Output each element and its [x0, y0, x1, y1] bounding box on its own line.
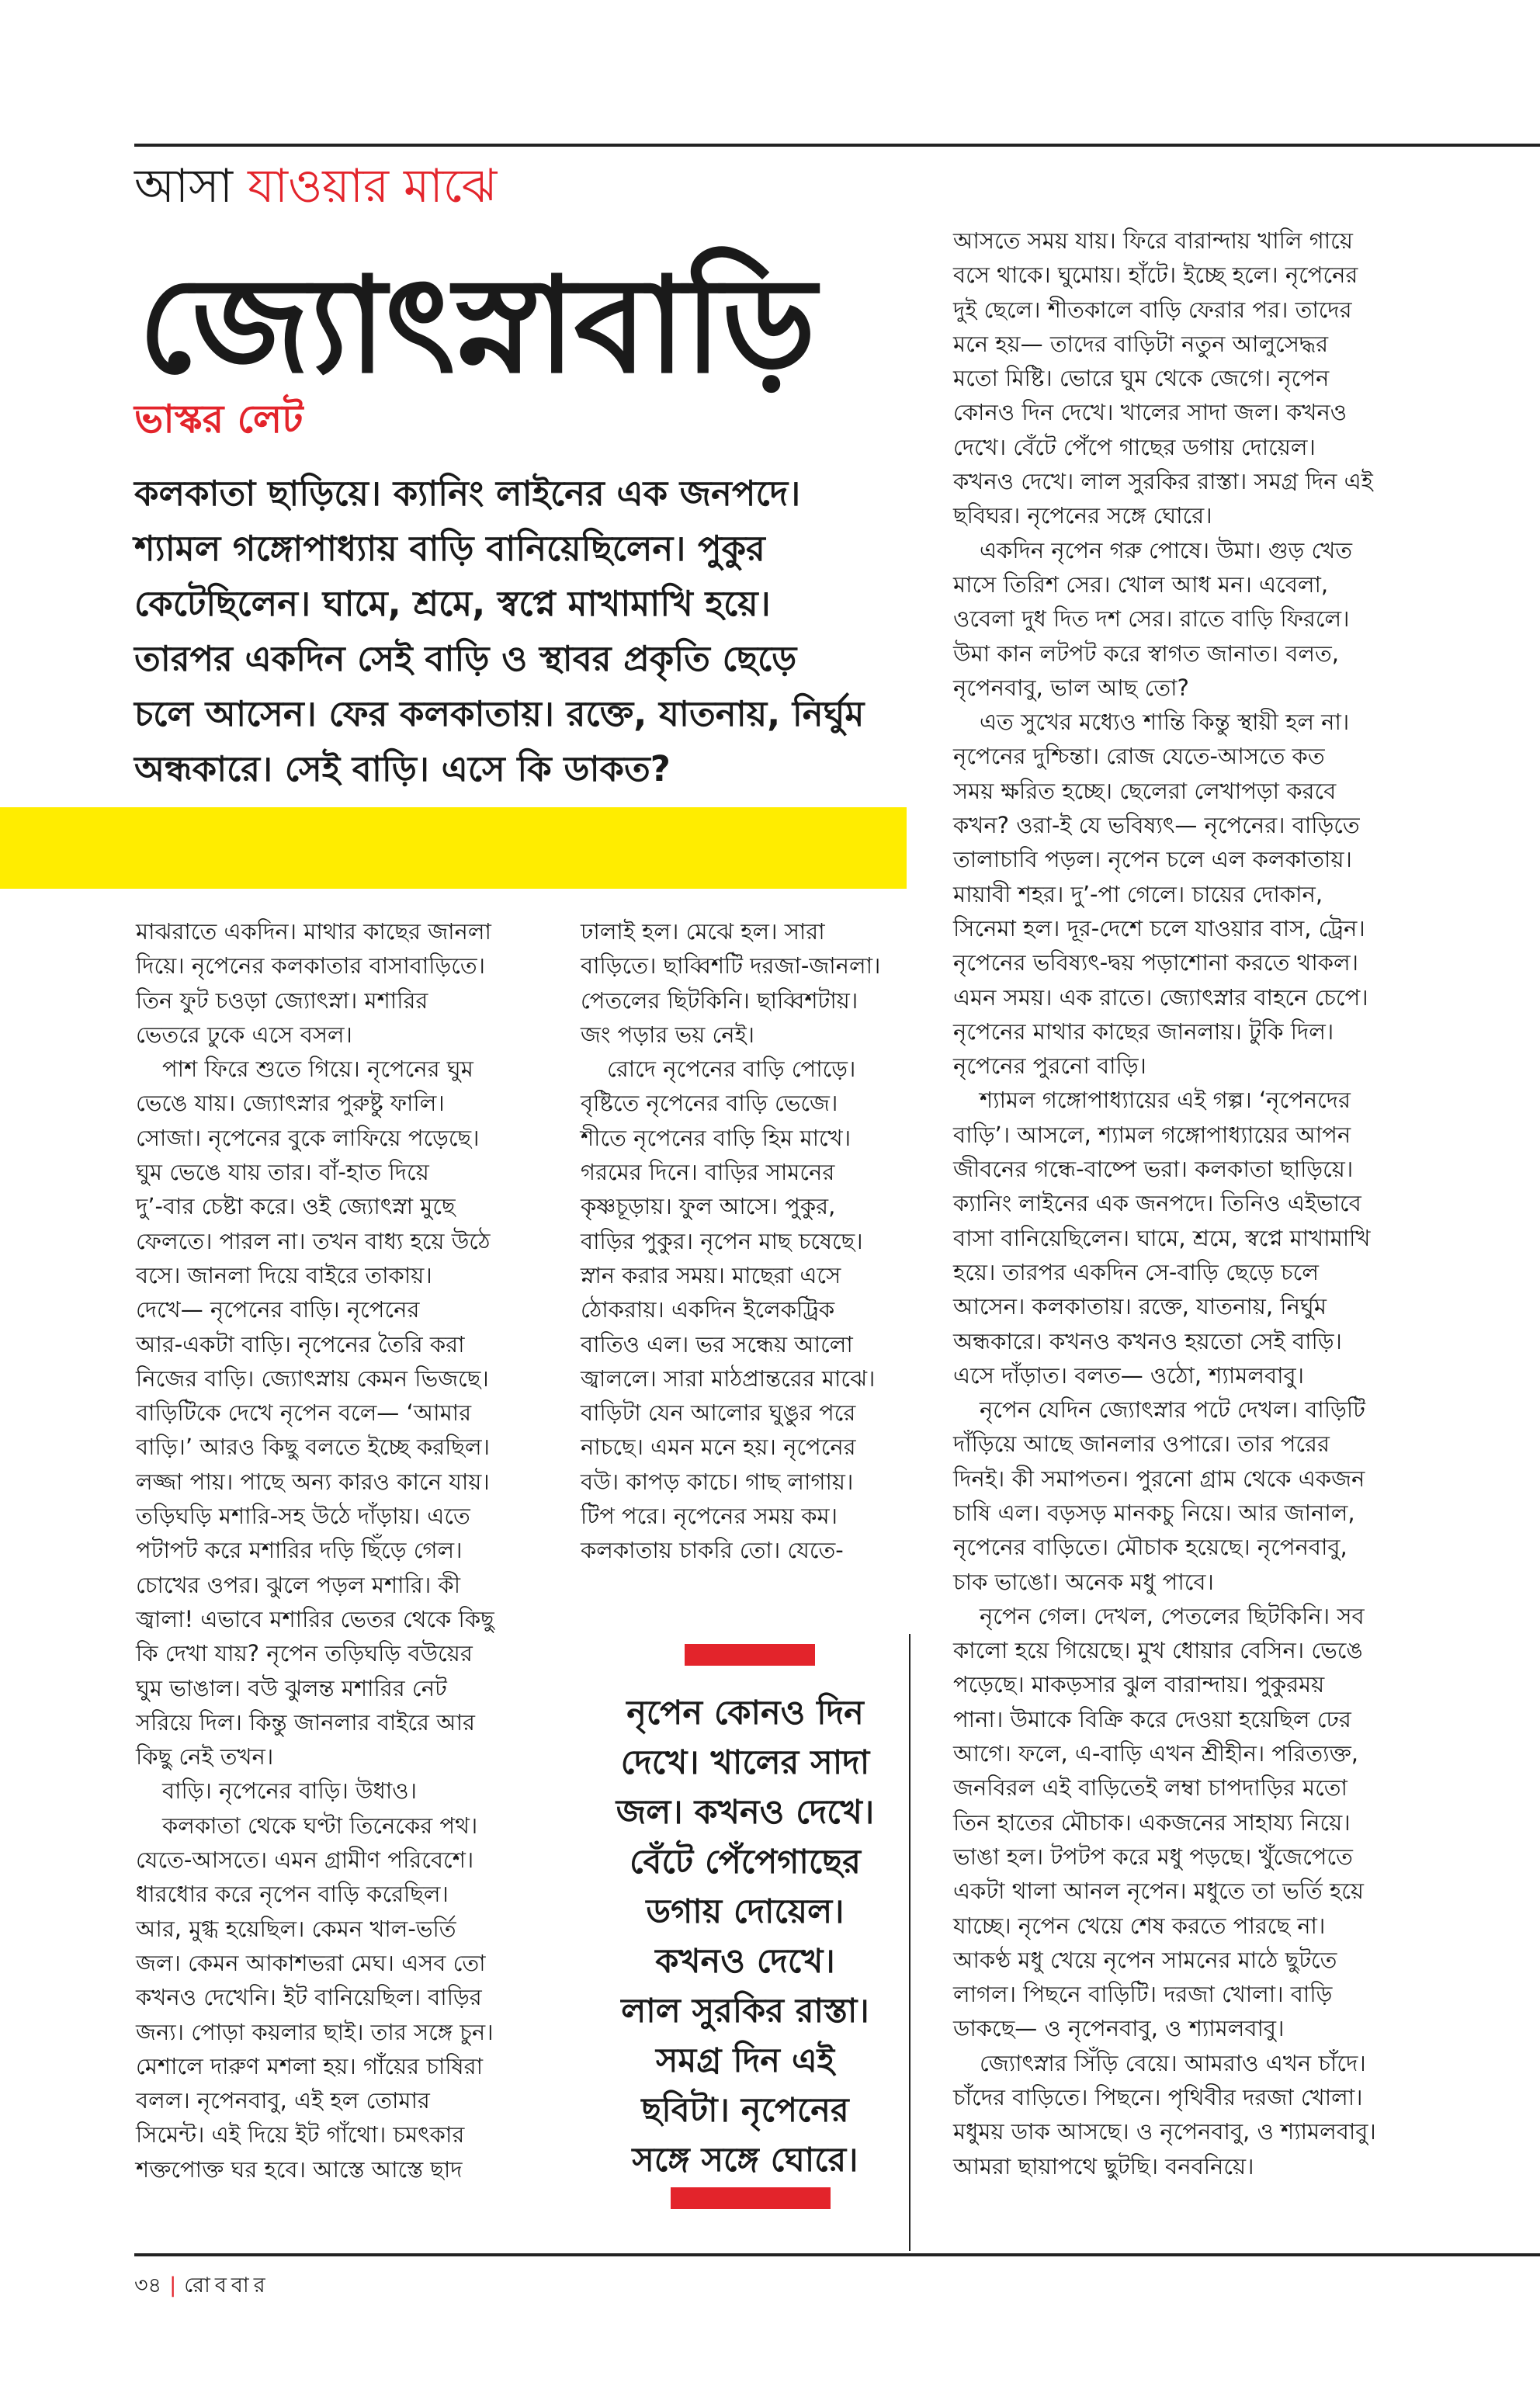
- body-column-left: [136, 914, 532, 2187]
- body-text-line: নৃপেনবাবু, ভাল আছ তো?: [953, 674, 1189, 701]
- body-text-line: ছবিঘর। নৃপেনের সঙ্গে ঘোরে।: [953, 502, 1212, 529]
- body-text-line: জীবনের গন্ধে-বাষ্পে ভরা। কলকাতা ছাড়িয়ে।: [953, 1156, 1354, 1183]
- body-text-line: দিনই। কী সমাপতন। পুরনো গ্রাম থেকে একজন: [953, 1465, 1365, 1492]
- body-text-line: লজ্জা পায়। পাছে অন্য কারও কানে যায়।: [136, 1468, 490, 1495]
- body-text-line: চাষি এল। বড়সড় মানকচু নিয়ে। আর জানাল,: [953, 1499, 1355, 1526]
- pull-quote-line: লাল সুরকির রাস্তা।: [621, 1992, 869, 2031]
- body-text-line: বসে। জানলা দিয়ে বাইরে তাকায়।: [136, 1261, 432, 1288]
- body-text-line: মেশালে দারুণ মশলা হয়। গাঁয়ের চাষিরা: [136, 2052, 484, 2079]
- body-text-line: ধারধোর করে নৃপেন বাড়ি করেছিল।: [136, 1881, 449, 1908]
- body-text-line: নাচছে। এমন মনে হয়। নৃপেনের: [581, 1434, 856, 1461]
- pull-quote-top-bar: [685, 1644, 815, 1666]
- body-text-line: মাসে তিরিশ সের। খোল আধ মন। এবেলা,: [953, 571, 1329, 598]
- article-title: জ্যোৎস্নাবাড়ি: [138, 249, 815, 403]
- body-text-line: যেতে-আসতে। এমন গ্রামীণ পরিবেশে।: [136, 1847, 474, 1874]
- body-text-line: বাড়ি। নৃপেনের বাড়ি। উধাও।: [162, 1777, 418, 1805]
- body-text-line: মনে হয়— তাদের বাড়িটা নতুন আলুসেদ্ধর: [953, 330, 1329, 357]
- body-text-line: বসে থাকে। ঘুমোয়। হাঁটে। ইচ্ছে হলে। নৃপেনের: [953, 262, 1358, 289]
- body-text-line: অন্ধকারে। কখনও কখনও হয়তো সেই বাড়ি।: [953, 1327, 1342, 1354]
- body-text-line: স্নান করার সময়। মাছেরা এসে: [581, 1261, 841, 1288]
- body-text-line: পটাপট করে মশারির দড়ি ছিঁড়ে গেল।: [136, 1537, 463, 1564]
- body-text-line: বাসা বানিয়েছিলেন। ঘামে, শ্রমে, স্বপ্নে মাখামাখি: [953, 1224, 1371, 1251]
- column-divider: [909, 1634, 910, 2251]
- body-text-line: আসেন। কলকাতায়। রক্তে, যাতনায়, নির্ঘুম: [953, 1293, 1327, 1320]
- body-text-line: শ্যামল গঙ্গোপাধ্যায়ের এই গল্প। ‘নৃপেনদের: [980, 1087, 1351, 1114]
- lead-line: চলে আসেন। ফের কলকাতায়। রক্তে, যাতনায়, নির্ঘুম: [134, 693, 865, 734]
- body-text-line: শীতে নৃপেনের বাড়ি হিম মাখে।: [581, 1124, 852, 1151]
- body-text-line: বৃষ্টিতে নৃপেনের বাড়ি ভেজে।: [581, 1090, 838, 1117]
- pull-quote-line: বেঁটে পেঁপেগাছের: [630, 1843, 861, 1881]
- page-number: ৩৪: [134, 2273, 162, 2298]
- body-text-line: জনবিরল এই বাড়িতেই লম্বা চাপদাড়ির মতো: [953, 1774, 1348, 1802]
- body-text-line: সময় ক্ষরিত হচ্ছে। ছেলেরা লেখাপড়া করবে: [953, 777, 1337, 804]
- body-text-line: ঘুম ভেঙে যায় তার। বাঁ-হাত দিয়ে: [136, 1159, 429, 1186]
- body-text-line: জল। কেমন আকাশভরা মেঘ। এসব তো: [136, 1949, 486, 1976]
- lead-line: অন্ধকারে। সেই বাড়ি। এসে কি ডাকত?: [134, 748, 671, 789]
- body-text-line: সরিয়ে দিল। কিন্তু জানলার বাইরে আর: [136, 1708, 475, 1736]
- body-text-line: পানা। উমাকে বিক্রি করে দেওয়া হয়েছিল ঢের: [953, 1705, 1351, 1732]
- pull-quote-line: সঙ্গে সঙ্গে ঘোরে।: [632, 2141, 858, 2180]
- body-text-line: হয়ে। তারপর একদিন সে-বাড়ি ছেড়ে চলে: [953, 1258, 1319, 1285]
- body-text-line: চাঁদের বাড়িতে। পিছনে। পৃথিবীর দরজা খোলা।: [953, 2084, 1363, 2111]
- body-text-line: কলকাতায় চাকরি তো। যেতে-: [581, 1537, 844, 1564]
- body-text-line: আর-একটা বাড়ি। নৃপেনের তৈরি করা: [136, 1330, 465, 1358]
- body-text-line: ভেতরে ঢুকে এসে বসল।: [136, 1021, 352, 1048]
- body-text-line: নৃপেনের বাড়িতে। মৌচাক হয়েছে। নৃপেনবাবু,: [953, 1534, 1348, 1561]
- pull-quote-line: জল। কখনও দেখে।: [616, 1793, 875, 1832]
- body-text-line: মায়াবী শহর। দু’-পা গেলে। চায়ের দোকান,: [953, 880, 1323, 907]
- page-footer: [134, 2270, 270, 2301]
- bottom-rule: [134, 2253, 1540, 2256]
- kicker-black: আসা: [134, 159, 234, 213]
- body-text-line: বউ। কাপড় কাচে। গাছ লাগায়।: [581, 1468, 854, 1495]
- footer-separator: |: [169, 2273, 177, 2298]
- pull-quote: [590, 1688, 900, 2185]
- body-text-line: কিছু নেই তখন।: [136, 1743, 274, 1770]
- body-text-line: পড়েছে। মাকড়সার ঝুল বারান্দায়। পুকুরময়: [953, 1671, 1325, 1698]
- pull-quote-line: নৃপেন কোনও দিন: [626, 1694, 864, 1732]
- body-text-line: এত সুখের মধ্যেও শান্তি কিন্তু স্থায়ী হল না।: [980, 709, 1350, 736]
- body-text-line: মতো মিষ্টি। ভোরে ঘুম থেকে জেগে। নৃপেন: [953, 365, 1330, 392]
- pull-quote-line: দেখে। খালের সাদা: [620, 1743, 870, 1782]
- body-text-line: ক্যানিং লাইনের এক জনপদে। তিনিও এইভাবে: [953, 1190, 1361, 1217]
- body-text-line: উমা কান লটপট করে স্বাগত জানাত। বলত,: [953, 640, 1339, 667]
- body-text-line: শক্তপোক্ত ঘর হবে। আস্তে আস্তে ছাদ: [136, 2155, 463, 2183]
- body-text-line: সোজা। নৃপেনের বুকে লাফিয়ে পড়েছে।: [136, 1124, 480, 1151]
- body-text-line: ঢালাই হল। মেঝে হল। সারা: [581, 918, 825, 945]
- body-text-line: দিয়ে। নৃপেনের কলকাতার বাসাবাড়িতে।: [136, 952, 486, 980]
- body-text-line: ঘুম ভাঙাল। বউ ঝুলন্ত মশারির নেট: [136, 1674, 447, 1701]
- body-text-line: ওবেলা দুধ দিত দশ সের। রাতে বাড়ি ফিরলে।: [953, 605, 1350, 633]
- body-text-line: নৃপেনের দুশ্চিন্তা। রোজ যেতে-আসতে কত: [953, 743, 1325, 770]
- top-rule: [134, 144, 1540, 147]
- body-text-line: কৃষ্ণচূড়ায়। ফুল আসে। পুকুর,: [581, 1193, 836, 1220]
- body-text-line: এসে দাঁড়াত। বলত— ওঠো, শ্যামলবাবু।: [953, 1361, 1305, 1389]
- body-text-line: চোখের ওপর। ঝুলে পড়ল মশারি। কী: [136, 1571, 461, 1598]
- body-text-line: আর, মুগ্ধ হয়েছিল। কেমন খাল-ভর্তি: [136, 1915, 456, 1942]
- body-text-line: জ্বালা! এভাবে মশারির ভেতর থেকে কিছু: [136, 1605, 494, 1632]
- body-text-line: জং পড়ার ভয় নেই।: [581, 1021, 755, 1048]
- body-text-line: বাড়ি।’ আরও কিছু বলতে ইচ্ছে করছিল।: [136, 1434, 490, 1461]
- lead-line: কলকাতা ছাড়িয়ে। ক্যানিং লাইনের এক জনপদে।: [134, 473, 801, 514]
- pull-quote-line: সমগ্র দিন এই: [655, 2041, 835, 2080]
- body-text-line: যাচ্ছে। নৃপেন খেয়ে শেষ করতে পারছে না।: [953, 1912, 1326, 1939]
- yellow-band: [0, 807, 907, 889]
- pull-quote-bottom-bar: [671, 2187, 831, 2209]
- body-text-line: দু’-বার চেষ্টা করে। ওই জ্যোৎস্না মুছে: [136, 1193, 456, 1220]
- section-kicker: [134, 155, 497, 217]
- body-text-line: ডাকছে— ও নৃপেনবাবু, ও শ্যামলবাবু।: [953, 2015, 1285, 2042]
- body-text-line: মাঝরাতে একদিন। মাথার কাছের জানলা: [136, 918, 491, 945]
- body-text-line: একদিন নৃপেন গরু পোষে। উমা। গুড় খেত: [980, 536, 1353, 564]
- body-column-middle: [581, 914, 895, 1568]
- body-text-line: চাক ভাঙো। অনেক মধু পাবে।: [953, 1568, 1214, 1595]
- body-text-line: দুই ছেলে। শীতকালে বাড়ি ফেরার পর। তাদের: [953, 296, 1352, 323]
- body-text-line: তড়িঘড়ি মশারি-সহ উঠে দাঁড়ায়। এতে: [136, 1503, 470, 1530]
- body-text-line: নিজের বাড়ি। জ্যোৎস্নায় কেমন ভিজছে।: [136, 1365, 489, 1392]
- body-text-line: বাড়িটা যেন আলোর ঘুঙুর পরে: [581, 1399, 856, 1427]
- body-text-line: মধুময় ডাক আসছে। ও নৃপেনবাবু, ও শ্যামলবাবু।: [953, 2118, 1376, 2145]
- body-text-line: কালো হয়ে গিয়েছে। মুখ ধোয়ার বেসিন। ভেঙে: [953, 1637, 1363, 1664]
- body-text-line: তালাচাবি পড়ল। নৃপেন চলে এল কলকাতায়।: [953, 846, 1352, 873]
- body-text-line: সিমেন্ট। এই দিয়ে ইট গাঁথো। চমৎকার: [136, 2121, 465, 2148]
- body-text-line: বাড়ির পুকুর। নৃপেন মাছ চষেছে।: [581, 1227, 863, 1254]
- lead-line: শ্যামল গঙ্গোপাধ্যায় বাড়ি বানিয়েছিলেন। পুকুর: [134, 528, 765, 569]
- body-text-line: কখন? ওরা-ই যে ভবিষ্যৎ— নৃপেনের। বাড়িতে: [953, 812, 1360, 839]
- body-text-line: সিনেমা হল। দূর-দেশে চলে যাওয়ার বাস, ট্রেন।: [953, 914, 1365, 942]
- body-text-line: ঠোকরায়। একদিন ইলেকট্রিক: [581, 1296, 835, 1323]
- body-text-line: এমন সময়। এক রাতে। জ্যোৎস্নার বাহনে চেপে।: [953, 983, 1368, 1011]
- body-text-line: পাশ ফিরে শুতে গিয়ে। নৃপেনের ঘুম: [162, 1056, 473, 1083]
- body-text-line: আমরা ছায়াপথে ছুটছি। বনবনিয়ে।: [953, 2152, 1254, 2180]
- body-text-line: দাঁড়িয়ে আছে জানলার ওপারে। তার পরের: [953, 1431, 1330, 1458]
- body-text-line: বাড়িটিকে দেখে নৃপেন বলে— ‘আমার: [136, 1399, 472, 1427]
- body-text-line: পেতলের ছিটকিনি। ছাব্বিশটায়।: [581, 987, 858, 1014]
- body-text-line: আসতে সময় যায়। ফিরে বারান্দায় খালি গায়ে: [953, 227, 1353, 254]
- body-text-line: কখনও দেখে। লাল সুরকির রাস্তা। সমগ্র দিন এই: [953, 468, 1373, 495]
- body-text-line: কি দেখা যায়? নৃপেন তড়িঘড়ি বউয়ের: [136, 1640, 473, 1667]
- lead-line: কেটেছিলেন। ঘামে, শ্রমে, স্বপ্নে মাখামাখি হয়ে।: [134, 583, 771, 624]
- body-column-right: [953, 224, 1423, 2183]
- lead-paragraph: [134, 466, 922, 796]
- body-text-line: একটা থালা আনল নৃপেন। মধুতে তা ভর্তি হয়ে: [953, 1878, 1364, 1905]
- pull-quote-line: ছবিটা। নৃপেনের: [641, 2091, 849, 2130]
- body-text-line: টিপ পরে। নৃপেনের সময় কম।: [581, 1503, 838, 1530]
- body-text-line: ফেলতে। পারল না। তখন বাধ্য হয়ে উঠে: [136, 1227, 491, 1254]
- body-text-line: কোনও দিন দেখে। খালের সাদা জল। কখনও: [953, 399, 1348, 426]
- body-text-line: বাড়ি’। আসলে, শ্যামল গঙ্গোপাধ্যায়ের আপন: [953, 1121, 1351, 1148]
- body-text-line: লাগল। পিছনে বাড়িটি। দরজা খোলা। বাড়ি: [953, 1981, 1333, 2008]
- body-text-line: রোদে নৃপেনের বাড়ি পোড়ে।: [607, 1056, 856, 1083]
- kicker-red: যাওয়ার মাঝে: [248, 159, 498, 213]
- body-text-line: জ্বাললে। সারা মাঠপ্রান্তরের মাঝে।: [581, 1365, 876, 1392]
- pull-quote-line: কখনও দেখে।: [655, 1942, 835, 1981]
- body-text-line: নৃপেনের পুরনো বাড়ি।: [953, 1053, 1146, 1080]
- body-text-line: বলল। নৃপেনবাবু, এই হল তোমার: [136, 2087, 430, 2114]
- body-text-line: কলকাতা থেকে ঘণ্টা তিনেকের পথ।: [162, 1812, 478, 1839]
- body-text-line: বাড়িতে। ছাব্বিশটি দরজা-জানলা।: [581, 952, 881, 980]
- body-text-line: তিন ফুট চওড়া জ্যোৎস্না। মশারির: [136, 987, 428, 1014]
- body-text-line: ভাঙা হল। টপটপ করে মধু পড়ছে। খুঁজেপেতে: [953, 1843, 1353, 1870]
- body-text-line: আগে। ফলে, এ-বাড়ি এখন শ্রীহীন। পরিত্যক্ত,: [953, 1740, 1358, 1767]
- body-text-line: নৃপেন গেল। দেখল, পেতলের ছিটকিনি। সব: [980, 1602, 1365, 1629]
- body-text-line: তিন হাতের মৌচাক। একজনের সাহায্য নিয়ে।: [953, 1809, 1351, 1836]
- body-text-line: বাতিও এল। ভর সন্ধেয় আলো: [581, 1330, 853, 1358]
- body-text-line: গরমের দিনে। বাড়ির সামনের: [581, 1159, 835, 1186]
- body-text-line: আকণ্ঠ মধু খেয়ে নৃপেন সামনের মাঠে ছুটতে: [953, 1946, 1337, 1973]
- body-text-line: নৃপেনের ভবিষ্যৎ-দ্বয় পড়াশোনা করতে থাকল।: [953, 949, 1359, 976]
- magazine-name: রোববার: [184, 2273, 270, 2298]
- body-text-line: নৃপেন যেদিন জ্যোৎস্নার পটে দেখল। বাড়িটি: [980, 1396, 1365, 1424]
- pull-quote-line: ডগায় দোয়েল।: [646, 1892, 845, 1931]
- author-byline: ভাস্কর লেট: [134, 397, 303, 442]
- body-text-line: জন্য। পোড়া কয়লার ছাই। তার সঙ্গে চুন।: [136, 2018, 494, 2045]
- body-text-line: দেখে— নৃপেনের বাড়ি। নৃপেনের: [136, 1296, 420, 1323]
- body-text-line: জ্যোৎস্নার সিঁড়ি বেয়ে। আমরাও এখন চাঁদে।: [980, 2049, 1366, 2076]
- body-text-line: নৃপেনের মাথার কাছের জানলায়। টুকি দিল।: [953, 1018, 1334, 1045]
- body-text-line: দেখে। বেঁটে পেঁপে গাছের ডগায় দোয়েল।: [953, 433, 1316, 460]
- lead-line: তারপর একদিন সেই বাড়ি ও স্থাবর প্রকৃতি ছেড়ে: [134, 638, 797, 679]
- body-text-line: কখনও দেখেনি। ইট বানিয়েছিল। বাড়ির: [136, 1984, 482, 2011]
- body-text-line: ভেঙে যায়। জ্যোৎস্নার পুরুষ্টু ফালি।: [136, 1090, 445, 1117]
